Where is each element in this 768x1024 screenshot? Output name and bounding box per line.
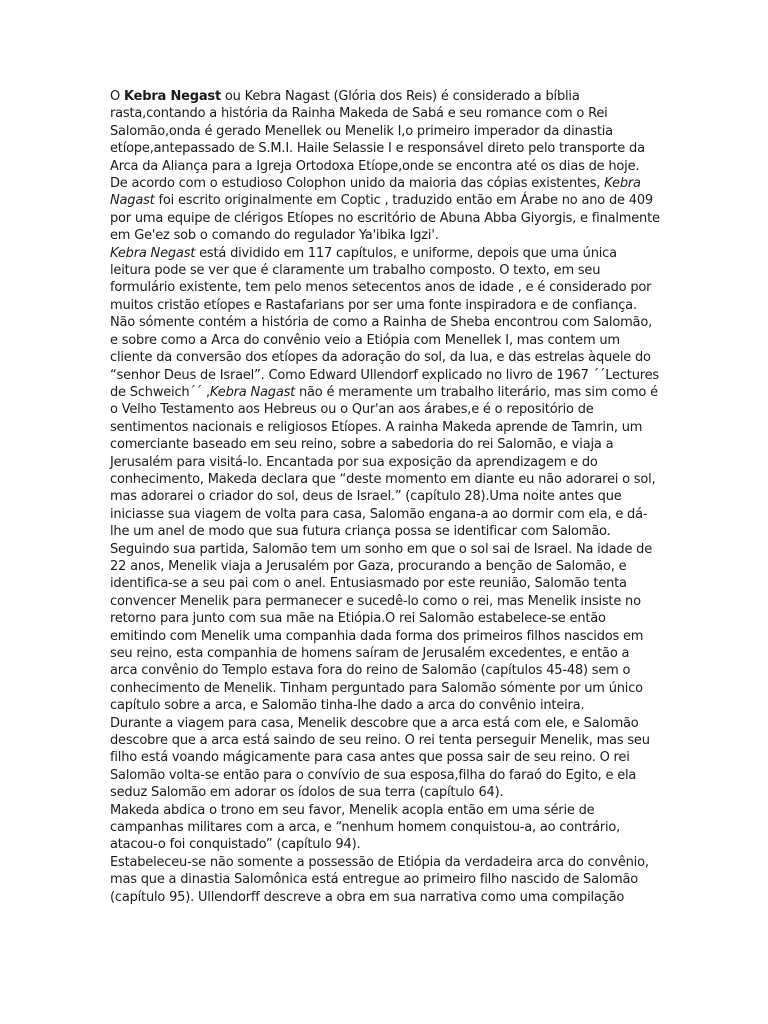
paragraph-2	[110, 245, 660, 315]
p1-text-b: foi escrito originalmente em Coptic , traduzido então em Árabe no ano de 409 por uma equipe de clérigos Etíopes no escritório de Abuna Abba Giyorgis, e finalmente em Ge'ez sob o comando do regulador Ya'ibika Igzi'.	[110, 193, 660, 244]
paragraph-3	[110, 314, 660, 714]
p5-text-a: Makeda abdica o trono em seu favor, Menelik acopla então em uma série de campanhas militares com a arca, e “nenhum homem conquistou-a, ao contrário, atacou-o foi conquistado” (capítulo 94).	[110, 802, 621, 853]
p2-text-a: está dividido em 117 capítulos, e uniforme, depois que uma única leitura pode se ver que é claramente um trabalho composto. O texto, em seu formulário existente, tem pelo menos setecentos anos de idade , e é considerado por muitos cristão etíopes e Rastafarians por ser uma fonte inspiradora e de confiança.	[110, 245, 652, 313]
kebra-negast-bold: Kebra Negast	[123, 89, 221, 104]
document-body	[110, 88, 660, 906]
p1-start: O	[110, 89, 124, 104]
p1-text-a: ou Kebra Nagast (Glória dos Reis) é considerado a bíblia rasta,contando a história da Rainha Makeda de Sabá e seu romance com o Rei Salomão,onda é gerado Menellek ou Menelik I,o primeiro imperador da dinastia etíope,antepassado de S.M.I. Haile Selassie I e responsável direto pelo transporte da Arca da Aliança para a Igreja Ortodoxa Etíope,onde se encontra até os dias de hoje. De acordo com o estudioso Colophon unido da maioria das cópias existentes,	[110, 89, 645, 192]
p4-text-a: Durante a viagem para casa, Menelik descobre que a arca está com ele, e Salomão descobre que a arca está saindo de seu reino. O rei tenta perseguir Menelik, mas seu filho está voando mágicamente para casa antes que possa sair de seu reino. O rei Salomão volta-se então para o convívio de sua esposa,filha do faraó do Egito, e ela seduz Salomão em adorar os ídolos de sua terra (capítulo 64).	[110, 715, 650, 801]
paragraph-4	[110, 715, 660, 802]
p2-italic: Kebra Negast	[110, 245, 196, 261]
kebra-nagast-italic: Kebra Nagast	[110, 176, 641, 209]
paragraph-1	[110, 88, 660, 245]
p3-text-b: não é meramente um trabalho literário, mas sim como é o Velho Testamento aos Hebreus ou o Qur'an aos árabes,e é o repositório de sentimentos nacionais e religiosos Etíopes. A rainha Makeda aprende de Tamrin, um comerciante baseado em seu reino, sobre a sabedoria do rei Salomão, e viaja a Jerusalém para visitá-lo. Encantada por sua exposição da aprendizagem e do conhecimento, Makeda declara que “deste momento em diante eu não adorarei o sol, mas adorarei o criador do sol, deus de Israel.” (capítulo 28).Uma noite antes que iniciasse sua viagem de volta para casa, Salomão engana-a ao dormir com ela, e dá-lhe um anel de modo que sua futura criança possa se identificar com Salomão. Seguindo sua partida, Salomão tem um sonho em que o sol sai de Israel. Na idade de 22 anos, Menelik viaja a Jerusalém por Gaza, procurando a benção de Salomão, e identifica-se a seu pai com o anel. Entusiasmado por este reunião, Salomão tenta convencer Menelik para permanecer e sucedê-lo como o rei, mas Menelik insiste no retorno para junto com sua mãe na Etiópia.O rei Salomão estabelece-se então emitindo com Menelik uma companhia dada forma dos primeiros filhos nascidos em seu reino, esta companhia de homens saíram de Jerusalém excedentes, e então a arca convênio do Templo estava fora do reino de Salomão (capítulos 45-48) sem o conhecimento de Menelik. Tinham perguntado para Salomão sómente por um único capítulo sobre a arca, e Salomão tinha-lhe dado a arca do convênio inteira.	[110, 384, 658, 714]
p3-text-a: Não sómente contém a história de como a Rainha de Sheba encontrou com Salomão, e sobre como a Arca do convênio veio a Etiópia com Menellek I, mas contem um cliente da conversão dos etíopes da adoração do sol, da lua, e das estrelas àquele do “senhor Deus de Israel”. Como Edward Ullendorf explicado no livro de 1967 ´´Lectures de Schweich´´ ,	[110, 315, 659, 400]
p3-italic: Kebra Nagast	[209, 384, 296, 400]
p6-text-a: Estabeleceu-se não somente a possessão de Etiópia da verdadeira arca do convênio, mas que a dinastia Salomônica está entregue ao primeiro filho nascido de Salomão (capítulo 95). Ullendorff descreve a obra em sua narrativa como uma compilação	[110, 854, 649, 905]
paragraph-5	[110, 802, 660, 854]
paragraph-6	[110, 854, 660, 906]
